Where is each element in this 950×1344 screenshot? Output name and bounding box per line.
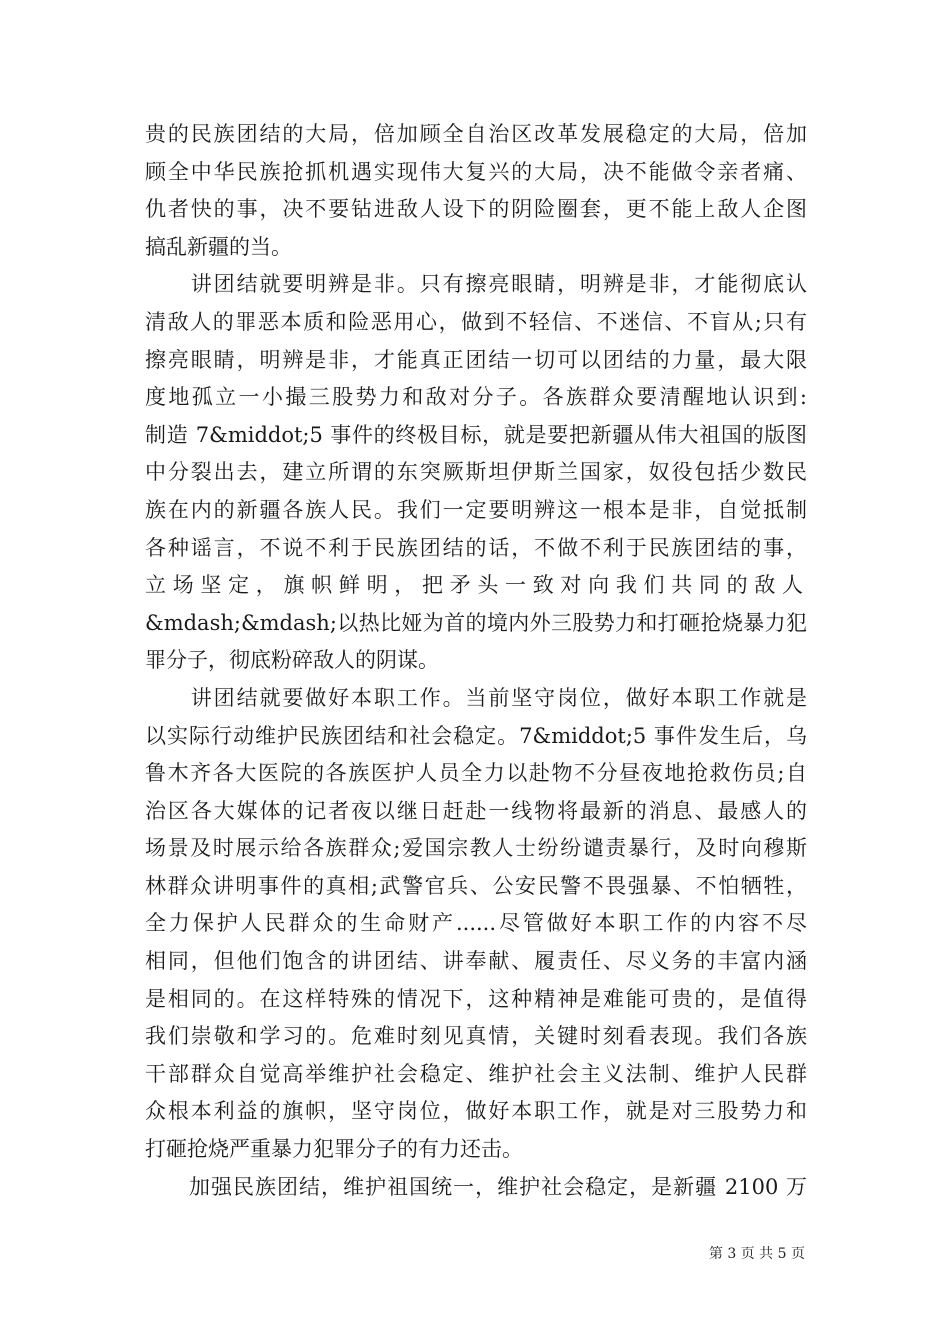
text-line: 以实际行动维护民族团结和社会稳定。7&middot;5 事件发生后，乌 — [145, 723, 807, 748]
text-line: 各种谣言，不说不利于民族团结的话，不做不利于民族团结的事， — [145, 535, 807, 560]
text-line: 讲团结就要做好本职工作。当前坚守岗位，做好本职工作就是 — [145, 685, 807, 710]
text-line: 是相同的。在这样特殊的情况下，这种精神是难能可贵的，是值得 — [145, 986, 807, 1011]
text-line: 度地孤立一小撮三股势力和敌对分子。各族群众要清醒地认识到: — [145, 385, 807, 410]
text-line: 立场坚定，旗帜鲜明，把矛头一致对向我们共同的敌人 — [145, 573, 807, 598]
text-line: 相同，但他们饱含的讲团结、讲奉献、履责任、尽义务的丰富内涵 — [145, 949, 807, 974]
text-line: 族在内的新疆各族人民。我们一定要明辨这一根本是非，自觉抵制 — [145, 497, 807, 522]
text-line: 治区各大媒体的记者夜以继日赶赴一线物将最新的消息、最感人的 — [145, 798, 807, 823]
text-line: 中分裂出去，建立所谓的东突厥斯坦伊斯兰国家，奴役包括少数民 — [145, 460, 807, 485]
text-line: 场景及时展示给各族群众;爱国宗教人士纷纷谴责暴行，及时向穆斯 — [145, 836, 807, 861]
text-line: 众根本利益的旗帜，坚守岗位，做好本职工作，就是对三股势力和 — [145, 1099, 807, 1124]
text-line: 林群众讲明事件的真相;武警官兵、公安民警不畏强暴、不怕牺牲， — [145, 873, 807, 898]
text-line: 罪分子，彻底粉碎敌人的阴谋。 — [145, 648, 439, 673]
text-line: &mdash;&mdash;以热比娅为首的境内外三股势力和打砸抢烧暴力犯 — [145, 610, 807, 635]
text-line: 打砸抢烧严重暴力犯罪分子的有力还击。 — [145, 1137, 523, 1162]
text-line: 顾全中华民族抢抓机遇实现伟大复兴的大局，决不能做令亲者痛、 — [145, 159, 807, 184]
text-line: 搞乱新疆的当。 — [145, 234, 292, 259]
text-line: 我们崇敬和学习的。危难时刻见真情，关键时刻看表现。我们各族 — [145, 1024, 807, 1049]
text-line: 加强民族团结，维护祖国统一，维护社会稳定，是新疆 2100 万 — [145, 1174, 807, 1199]
text-line: 贵的民族团结的大局，倍加顾全自治区改革发展稳定的大局，倍加 — [145, 122, 807, 146]
page-footer: 第 3 页 共 5 页 — [708, 1246, 805, 1262]
text-line: 清敌人的罪恶本质和险恶用心，做到不轻信、不迷信、不盲从;只有 — [145, 309, 807, 334]
document-body — [145, 116, 807, 1206]
text-line: 全力保护人民群众的生命财产......尽管做好本职工作的内容不尽 — [145, 911, 807, 936]
text-line: 仇者快的事，决不要钻进敌人设下的阴险圈套，更不能上敌人企图 — [145, 197, 807, 222]
text-line: 鲁木齐各大医院的各族医护人员全力以赴物不分昼夜地抢救伤员;自 — [145, 761, 807, 786]
text-line: 讲团结就要明辨是非。只有擦亮眼睛，明辨是非，才能彻底认 — [145, 272, 807, 297]
text-line: 干部群众自觉高举维护社会稳定、维护社会主义法制、维护人民群 — [145, 1061, 807, 1086]
text-line: 擦亮眼睛，明辨是非，才能真正团结一切可以团结的力量，最大限 — [145, 347, 807, 372]
text-line: 制造 7&middot;5 事件的终极目标，就是要把新疆从伟大祖国的版图 — [145, 422, 807, 447]
